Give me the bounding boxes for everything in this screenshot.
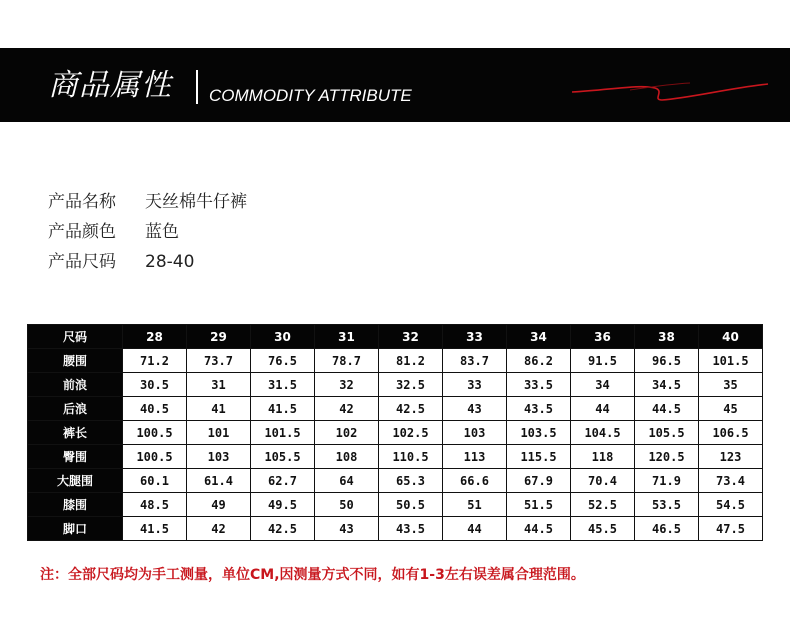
table-cell: 50.5: [379, 493, 443, 517]
table-cell: 42: [187, 517, 251, 541]
table-cell: 101: [187, 421, 251, 445]
table-cell: 106.5: [699, 421, 763, 445]
property-row-name: [48, 188, 247, 218]
size-header-row: [28, 325, 763, 349]
header-banner: [0, 48, 790, 122]
table-cell: 60.1: [123, 469, 187, 493]
table-cell: 34.5: [635, 373, 699, 397]
table-cell: 52.5: [571, 493, 635, 517]
table-cell: 34: [571, 373, 635, 397]
banner-title: 商品属性: [48, 68, 172, 103]
table-cell: 110.5: [379, 445, 443, 469]
table-cell: 49.5: [251, 493, 315, 517]
table-cell: 44.5: [635, 397, 699, 421]
table-cell: 120.5: [635, 445, 699, 469]
table-cell: 81.2: [379, 349, 443, 373]
property-value: 天丝棉牛仔裤: [145, 192, 247, 212]
table-cell: 105.5: [635, 421, 699, 445]
row-label: 裤长: [28, 421, 123, 445]
table-row: [28, 517, 763, 541]
table-cell: 45: [699, 397, 763, 421]
property-value: 蓝色: [145, 222, 179, 242]
table-cell: 44: [571, 397, 635, 421]
table-cell: 113: [443, 445, 507, 469]
table-cell: 42.5: [251, 517, 315, 541]
measurement-note: 注：全部尺码均为手工测量，单位CM,因测量方式不同，如有1-3左右误差属合理范围。: [40, 567, 585, 583]
table-cell: 71.9: [635, 469, 699, 493]
table-cell: 91.5: [571, 349, 635, 373]
table-cell: 40.5: [123, 397, 187, 421]
table-row: [28, 445, 763, 469]
table-cell: 100.5: [123, 421, 187, 445]
table-cell: 51.5: [507, 493, 571, 517]
table-row: [28, 469, 763, 493]
table-cell: 44.5: [507, 517, 571, 541]
table-cell: 108: [315, 445, 379, 469]
table-cell: 32.5: [379, 373, 443, 397]
table-cell: 71.2: [123, 349, 187, 373]
table-cell: 42: [315, 397, 379, 421]
table-cell: 48.5: [123, 493, 187, 517]
property-label: 产品颜色: [48, 222, 116, 242]
table-row: [28, 349, 763, 373]
table-cell: 103: [187, 445, 251, 469]
row-label: 大腿围: [28, 469, 123, 493]
size-header-cell: 31: [315, 325, 379, 349]
property-value: 28-40: [145, 252, 195, 272]
table-cell: 73.4: [699, 469, 763, 493]
size-header-label: 尺码: [28, 325, 123, 349]
table-cell: 105.5: [251, 445, 315, 469]
table-cell: 115.5: [507, 445, 571, 469]
property-label: 产品尺码: [48, 252, 116, 272]
row-label: 前浪: [28, 373, 123, 397]
table-cell: 41.5: [123, 517, 187, 541]
banner-divider: [196, 70, 198, 104]
table-cell: 102.5: [379, 421, 443, 445]
table-cell: 41.5: [251, 397, 315, 421]
size-header-cell: 40: [699, 325, 763, 349]
table-cell: 42.5: [379, 397, 443, 421]
table-cell: 65.3: [379, 469, 443, 493]
table-cell: 102: [315, 421, 379, 445]
table-cell: 44: [443, 517, 507, 541]
table-cell: 118: [571, 445, 635, 469]
table-cell: 30.5: [123, 373, 187, 397]
red-swoosh-icon: [570, 70, 770, 110]
table-cell: 103: [443, 421, 507, 445]
table-cell: 33: [443, 373, 507, 397]
table-row: [28, 493, 763, 517]
table-cell: 49: [187, 493, 251, 517]
row-label: 臀围: [28, 445, 123, 469]
property-row-color: [48, 218, 247, 248]
size-header-cell: 29: [187, 325, 251, 349]
table-row: [28, 397, 763, 421]
table-cell: 32: [315, 373, 379, 397]
table-row: [28, 421, 763, 445]
table-cell: 76.5: [251, 349, 315, 373]
table-cell: 78.7: [315, 349, 379, 373]
table-cell: 83.7: [443, 349, 507, 373]
row-label: 腰围: [28, 349, 123, 373]
table-cell: 73.7: [187, 349, 251, 373]
table-cell: 96.5: [635, 349, 699, 373]
table-cell: 33.5: [507, 373, 571, 397]
size-header-cell: 36: [571, 325, 635, 349]
property-row-size: [48, 248, 247, 278]
table-cell: 31: [187, 373, 251, 397]
table-cell: 47.5: [699, 517, 763, 541]
table-cell: 43: [315, 517, 379, 541]
table-cell: 51: [443, 493, 507, 517]
table-cell: 64: [315, 469, 379, 493]
table-cell: 43.5: [379, 517, 443, 541]
table-cell: 31.5: [251, 373, 315, 397]
row-label: 膝围: [28, 493, 123, 517]
table-cell: 43.5: [507, 397, 571, 421]
size-header-cell: 33: [443, 325, 507, 349]
table-cell: 101.5: [251, 421, 315, 445]
table-cell: 45.5: [571, 517, 635, 541]
table-cell: 46.5: [635, 517, 699, 541]
table-cell: 62.7: [251, 469, 315, 493]
size-header-cell: 32: [379, 325, 443, 349]
table-cell: 54.5: [699, 493, 763, 517]
banner-subtitle: COMMODITY ATTRIBUTE: [209, 86, 412, 105]
table-cell: 101.5: [699, 349, 763, 373]
table-cell: 43: [443, 397, 507, 421]
table-cell: 41: [187, 397, 251, 421]
size-header-cell: 30: [251, 325, 315, 349]
table-cell: 50: [315, 493, 379, 517]
table-cell: 100.5: [123, 445, 187, 469]
size-header-cell: 38: [635, 325, 699, 349]
table-cell: 104.5: [571, 421, 635, 445]
table-cell: 103.5: [507, 421, 571, 445]
size-header-cell: 28: [123, 325, 187, 349]
row-label: 后浪: [28, 397, 123, 421]
table-cell: 86.2: [507, 349, 571, 373]
table-cell: 53.5: [635, 493, 699, 517]
table-row: [28, 373, 763, 397]
property-label: 产品名称: [48, 192, 116, 212]
product-properties: [48, 188, 247, 278]
table-cell: 61.4: [187, 469, 251, 493]
table-cell: 66.6: [443, 469, 507, 493]
size-header-cell: 34: [507, 325, 571, 349]
size-chart-table: [27, 324, 763, 541]
row-label: 脚口: [28, 517, 123, 541]
table-cell: 123: [699, 445, 763, 469]
table-cell: 70.4: [571, 469, 635, 493]
size-table-body: [28, 349, 763, 541]
table-cell: 35: [699, 373, 763, 397]
table-cell: 67.9: [507, 469, 571, 493]
